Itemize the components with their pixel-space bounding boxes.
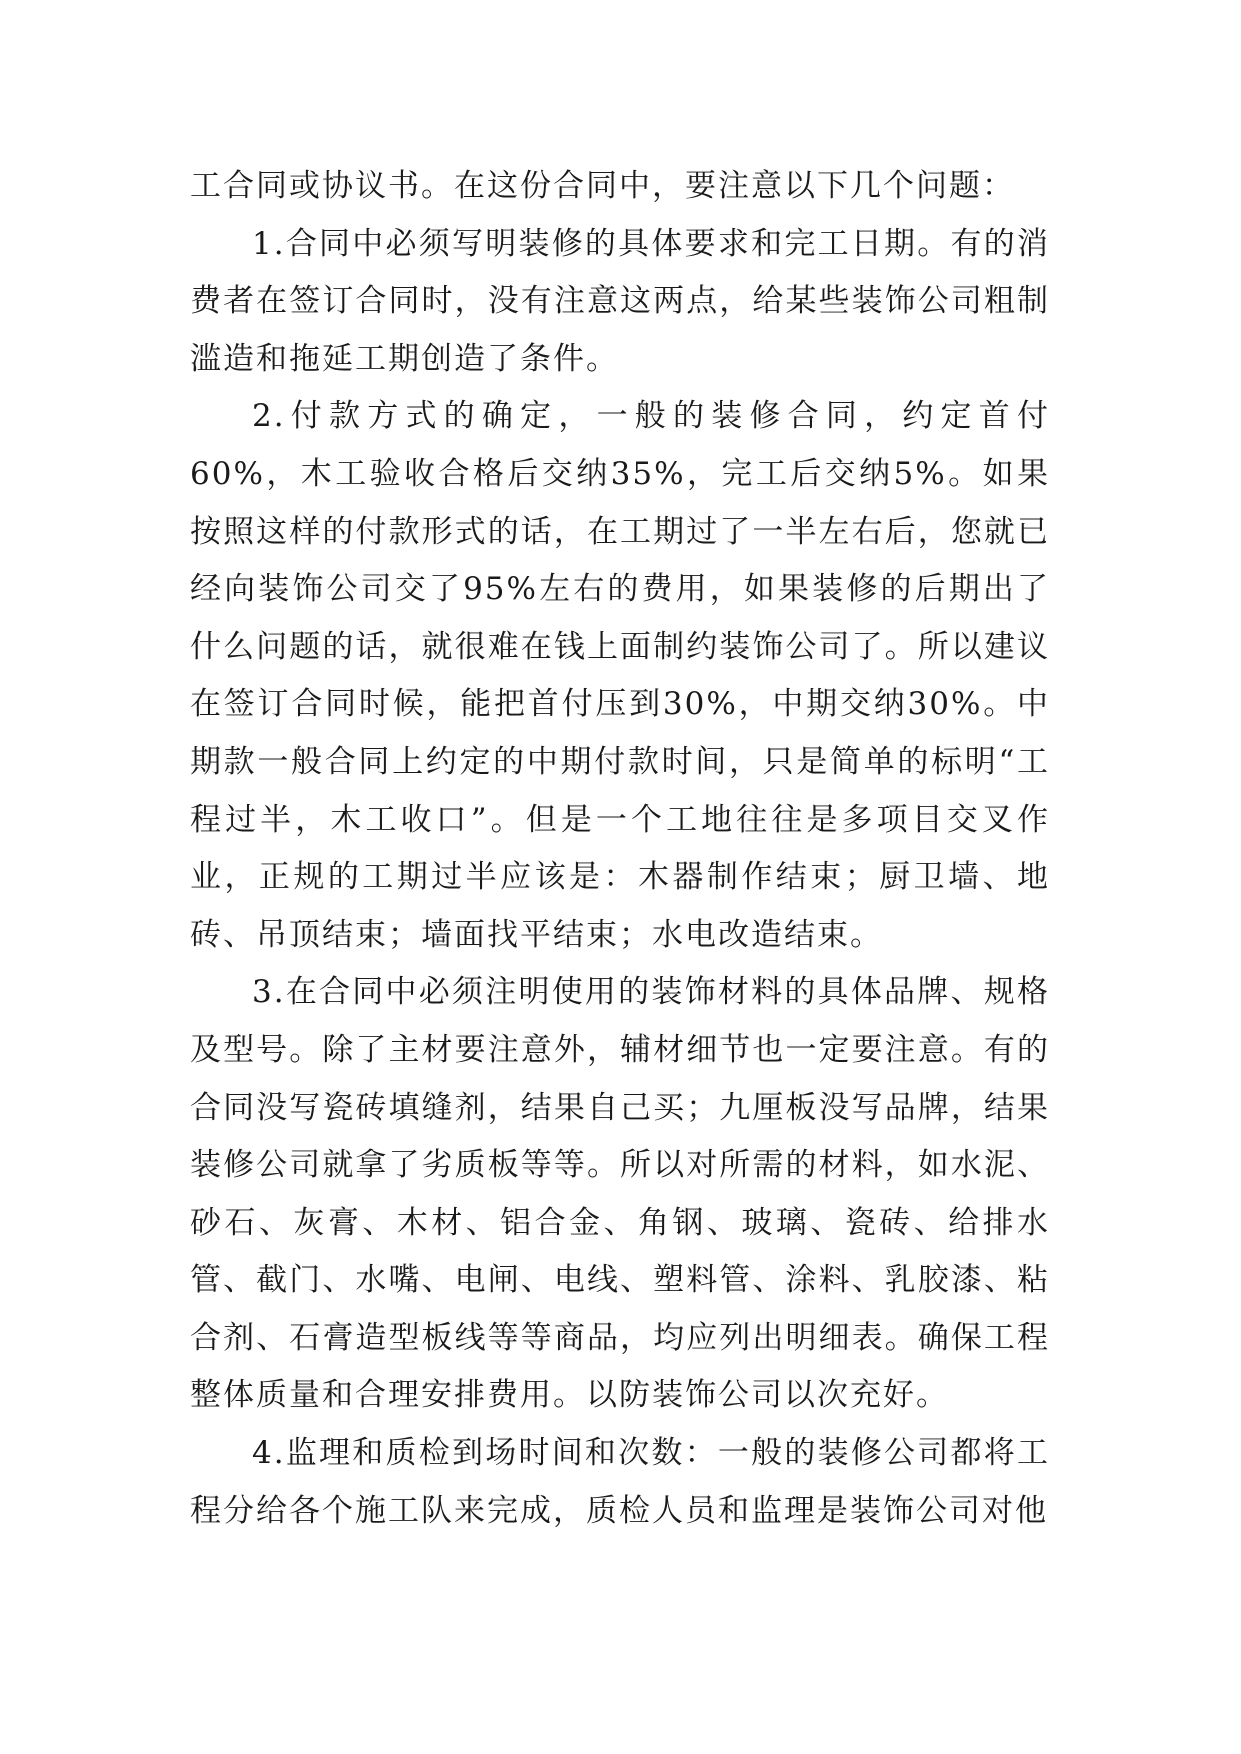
- paragraph-item-4: 4.监理和质检到场时间和次数：一般的装修公司都将工程分给各个施工队来完成，质检人员和监理是装饰公司对他: [190, 1435, 1050, 1529]
- paragraph-continuation: 工合同或协议书。在这份合同中，要注意以下几个问题：: [190, 168, 1015, 204]
- document-body: [190, 158, 1050, 1540]
- paragraph-item-2: 2.付款方式的确定，一般的装修合同，约定首付60%，木工验收合格后交纳35%，完工后交纳5%。如果按照这样的付款形式的话，在工期过了一半左右后，您就已经向装饰公司交了95%左右的费用，如果装修的后期出了什么问题的话，就很难在钱上面制约装饰公司了。所以建议在签订合同时候，能把首付压到30%，中期交纳30%。中期款一般合同上约定的中期付款时间，只是简单的标明“工程过半，木工收口”。但是一个工地往往是多项目交叉作业，正规的工期过半应该是：木器制作结束；厨卫墙、地砖、吊顶结束；墙面找平结束；水电改造结束。: [190, 398, 1050, 953]
- paragraph-item-1: 1.合同中必须写明装修的具体要求和完工日期。有的消费者在签订合同时，没有注意这两点，给某些装饰公司粗制滥造和拖延工期创造了条件。: [190, 225, 1050, 377]
- paragraph-item-3: 3.在合同中必须注明使用的装饰材料的具体品牌、规格及型号。除了主材要注意外，辅材细节也一定要注意。有的合同没写瓷砖填缝剂，结果自己买；九厘板没写品牌，结果装修公司就拿了劣质板等等。所以对所需的材料，如水泥、砂石、灰膏、木材、铝合金、角钢、玻璃、瓷砖、给排水管、截门、水嘴、电闸、电线、塑料管、涂料、乳胶漆、粘合剂、石膏造型板线等等商品，均应列出明细表。确保工程整体质量和合理安排费用。以防装饰公司以次充好。: [190, 974, 1050, 1414]
